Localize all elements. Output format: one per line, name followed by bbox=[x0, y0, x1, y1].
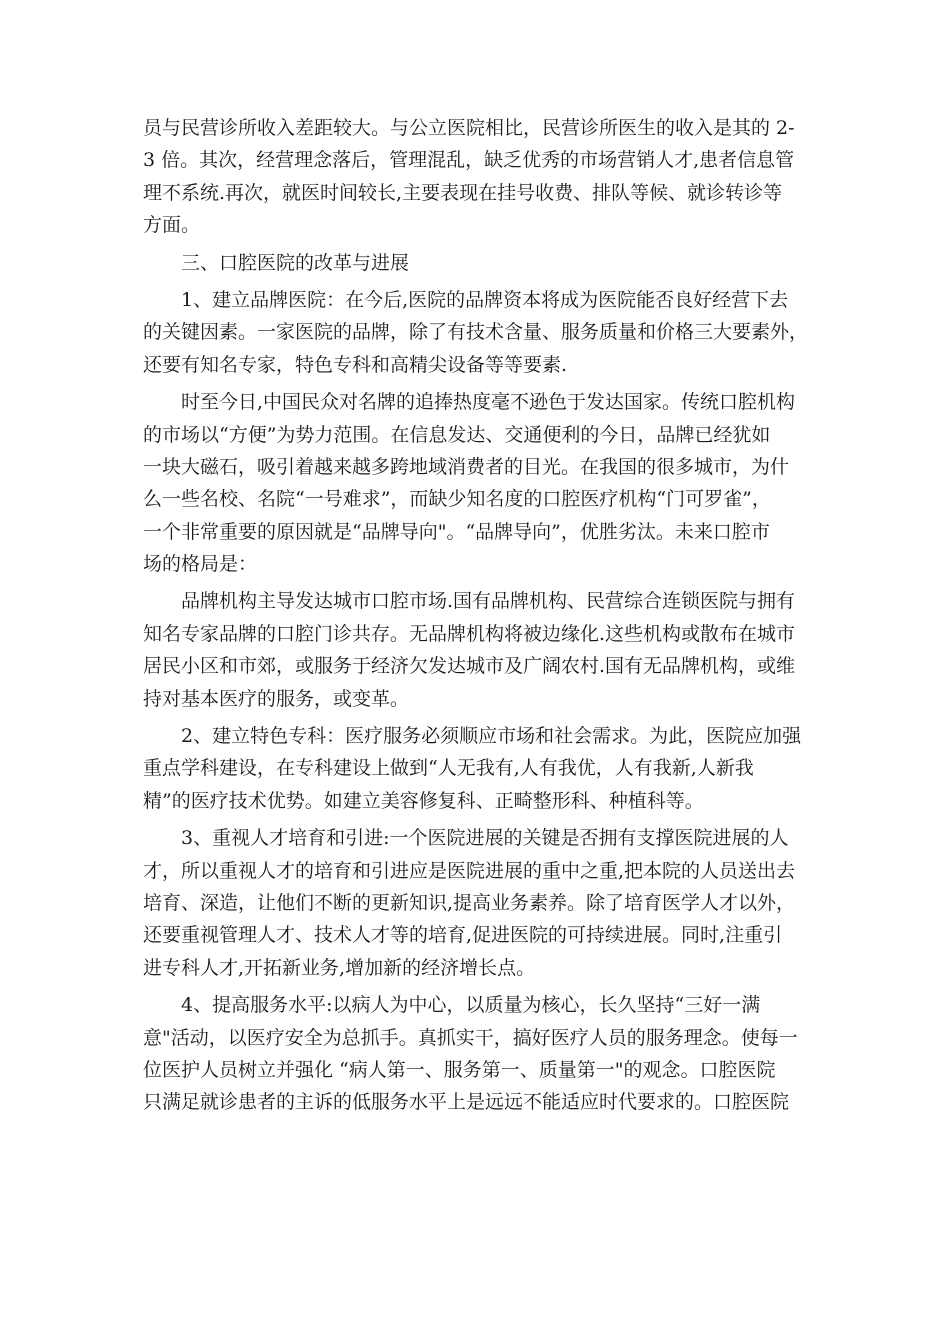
text-line: 进专科人才,开拓新业务,增加新的经济增长点。 bbox=[143, 956, 536, 979]
paragraph-first-line: 品牌机构主导发达城市口腔市场.国有品牌机构、民营综合连锁医院与拥有 bbox=[181, 590, 796, 613]
paragraph-first-line: 1、建立品牌医院：在今后,医院的品牌资本将成为医院能否良好经营下去 bbox=[181, 288, 789, 311]
text-line: 意"活动，以医疗安全为总抓手。真抓实干，搞好医疗人员的服务理念。使每一 bbox=[143, 1026, 798, 1049]
paragraph-first-line: 4、提高服务水平:以病人为中心，以质量为核心，长久坚持“三好一满 bbox=[181, 994, 761, 1017]
text-line: 还要有知名专家，特色专科和高精尖设备等等要素. bbox=[143, 353, 568, 376]
paragraph-first-line: 时至今日,中国民众对名牌的追捧热度毫不逊色于发达国家。传统口腔机构 bbox=[181, 391, 796, 414]
text-line: 居民小区和市郊，或服务于经济欠发达城市及广阔农村.国有无品牌机构，或维 bbox=[143, 655, 796, 678]
text-line: 知名专家品牌的口腔门诊共存。无品牌机构将被边缘化.这些机构或散布在城市 bbox=[143, 622, 796, 645]
text-line: 只满足就诊患者的主诉的低服务水平上是远远不能适应时代要求的。口腔医院 bbox=[143, 1091, 790, 1114]
text-line: 员与民营诊所收入差距较大。与公立医院相比，民营诊所医生的收入是其的 2- bbox=[143, 117, 795, 139]
text-line: 持对基本医疗的服务，或变革。 bbox=[143, 687, 410, 710]
text-line: 一块大磁石，吸引着越来越多跨地域消费者的目光。在我国的很多城市，为什 bbox=[143, 455, 790, 478]
text-line: 还要重视管理人才、技术人才等的培育,促进医院的可持续进展。同时,注重引 bbox=[143, 924, 783, 947]
text-line: 一个非常重要的原因就是“品牌导向"。“品牌导向”，优胜劣汰。未来口腔市 bbox=[143, 520, 770, 543]
text-line: 的关键因素。一家医院的品牌，除了有技术含量、服务质量和价格三大要素外， bbox=[143, 321, 809, 344]
text-line: 培育、深造，让他们不断的更新知识,提高业务素养。除了培育医学人才以外， bbox=[143, 891, 796, 914]
text-line: 才，所以重视人才的培育和引进应是医院进展的重中之重,把本院的人员送出去 bbox=[143, 859, 796, 882]
text-line: 的市场以“方便”为势力范围。在信息发达、交通便利的今日，品牌已经犹如 bbox=[143, 423, 771, 446]
text-line: 理不系统.再次，就医时间较长,主要表现在挂号收费、排队等候、就诊转诊等 bbox=[143, 181, 783, 204]
document-body bbox=[143, 112, 809, 1119]
paragraph-first-line: 3、重视人才培育和引进:一个医院进展的关键是否拥有支撑医院进展的人 bbox=[181, 827, 789, 850]
text-line: 重点学科建设，在专科建设上做到“人无我有,人有我优，人有我新,人新我 bbox=[143, 757, 754, 780]
text-line: 场的格局是： bbox=[143, 553, 258, 576]
text-line: 3 倍。其次，经营理念落后，管理混乱，缺乏优秀的市场营销人才,患者信息管 bbox=[143, 149, 795, 172]
text-line: 方面。 bbox=[143, 214, 201, 237]
text-line: 精”的医疗技术优势。如建立美容修复科、正畸整形科、种植科等。 bbox=[143, 789, 704, 812]
paragraph-first-line: 三、口腔医院的改革与进展 bbox=[181, 251, 410, 274]
text-line: 位医护人员树立并强化 “病人第一、服务第一、质量第一"的观念。口腔医院 bbox=[143, 1058, 776, 1081]
text-line: 么一些名校、名院“一号难求”，而缺少知名度的口腔医疗机构“门可罗雀”， bbox=[143, 488, 771, 511]
paragraph-first-line: 2、建立特色专科：医疗服务必须顺应市场和社会需求。为此，医院应加强 bbox=[181, 725, 802, 748]
